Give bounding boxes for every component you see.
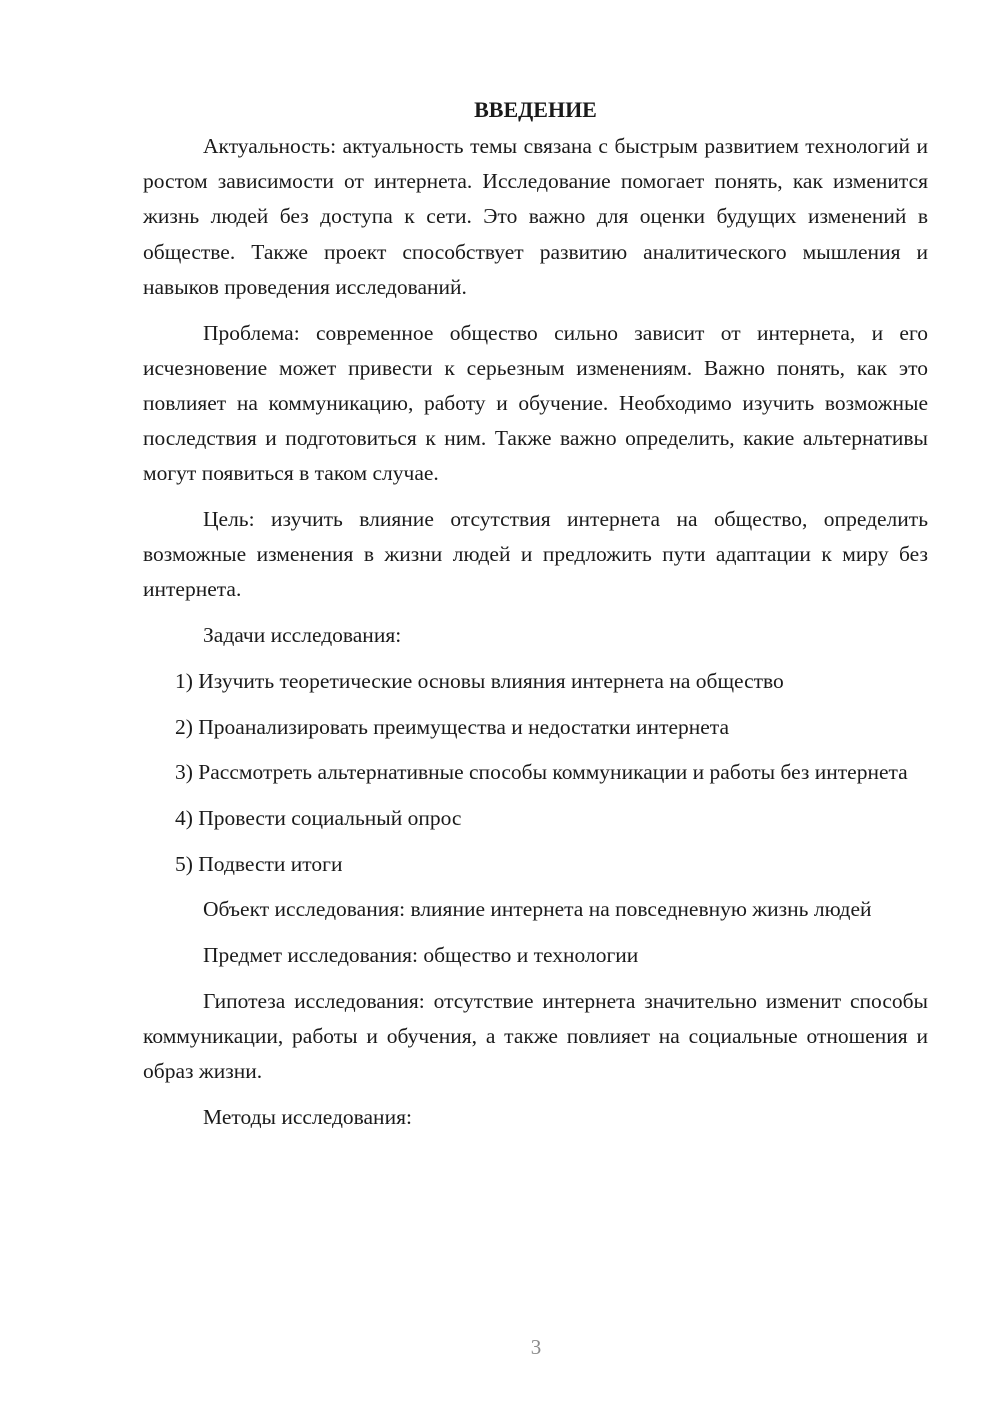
problem-paragraph: Проблема: современное общество сильно зависит от интернета, и его исчезновение может привести к серьезным изменениям. Важно понять, как это повлияет на коммуникацию, работу и обучение. Необходимо изучить возможные последствия и подготовиться к ним. Также важно определить, какие альтернативы могут появиться в таком случае. [143, 320, 928, 486]
methods-title: Методы исследования: [203, 1104, 412, 1129]
task-item-2: 2) Проанализировать преимущества и недостатки интернета [175, 714, 730, 739]
task-item-1: 1) Изучить теоретические основы влияния интернета на общество [175, 668, 784, 693]
section-heading: ВВЕДЕНИЕ [474, 97, 597, 122]
task-item-3: 3) Рассмотреть альтернативные способы коммуникации и работы без интернета [175, 760, 908, 785]
task-item-5: 5) Подвести итоги [175, 851, 343, 876]
object-paragraph: Объект исследования: влияние интернета на повседневную жизнь людей [203, 897, 872, 922]
relevance-paragraph: Актуальность: актуальность темы связана с быстрым развитием технологий и ростом зависимости от интернета. Исследование помогает понять, как изменится жизнь людей без доступа к сети. Это важно для оценки будущих изменений в обществе. Также проект способствует развитию аналитического мышления и навыков проведения исследований. [143, 134, 928, 299]
task-item-4: 4) Провести социальный опрос [175, 805, 462, 830]
page-number: 3 [530, 1335, 542, 1359]
page-content [143, 92, 928, 1146]
tasks-list [143, 664, 928, 882]
tasks-title: Задачи исследования: [203, 623, 402, 648]
subject-paragraph: Предмет исследования: общество и технологии [203, 943, 639, 968]
goal-paragraph: Цель: изучить влияние отсутствия интернета на общество, определить возможные изменения в жизни людей и предложить пути адаптации к миру без интернета. [143, 507, 928, 602]
hypothesis-paragraph: Гипотеза исследования: отсутствие интернета значительно изменит способы коммуникации, работы и обучения, а также повлияет на социальные отношения и образ жизни. [143, 988, 928, 1084]
